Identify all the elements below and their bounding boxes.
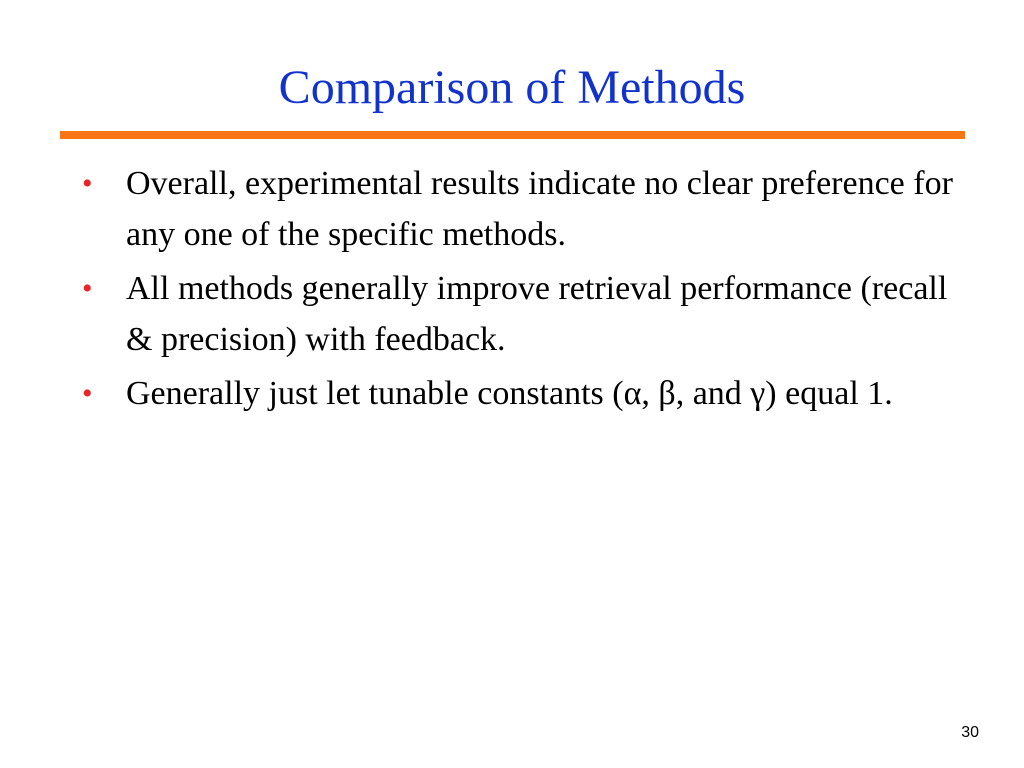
bullet-text: Generally just let tunable constants (α, β, and γ) equal 1. bbox=[126, 375, 893, 412]
bullet-marker-icon: • bbox=[82, 167, 93, 200]
title-divider bbox=[60, 131, 965, 139]
bullet-item bbox=[82, 368, 962, 419]
bullet-marker-icon: • bbox=[82, 272, 93, 305]
bullet-item bbox=[82, 263, 962, 365]
slide-title: Comparison of Methods bbox=[278, 61, 746, 114]
bullet-text: Overall, experimental results indicate no clear preference for any one of the specific methods. bbox=[126, 165, 953, 253]
bullet-item bbox=[82, 158, 962, 260]
page-number: 30 bbox=[961, 724, 979, 741]
bullet-list bbox=[82, 158, 962, 422]
bullet-text: All methods generally improve retrieval performance (recall & precision) with feedback. bbox=[126, 270, 948, 358]
bullet-marker-icon: • bbox=[82, 377, 93, 410]
